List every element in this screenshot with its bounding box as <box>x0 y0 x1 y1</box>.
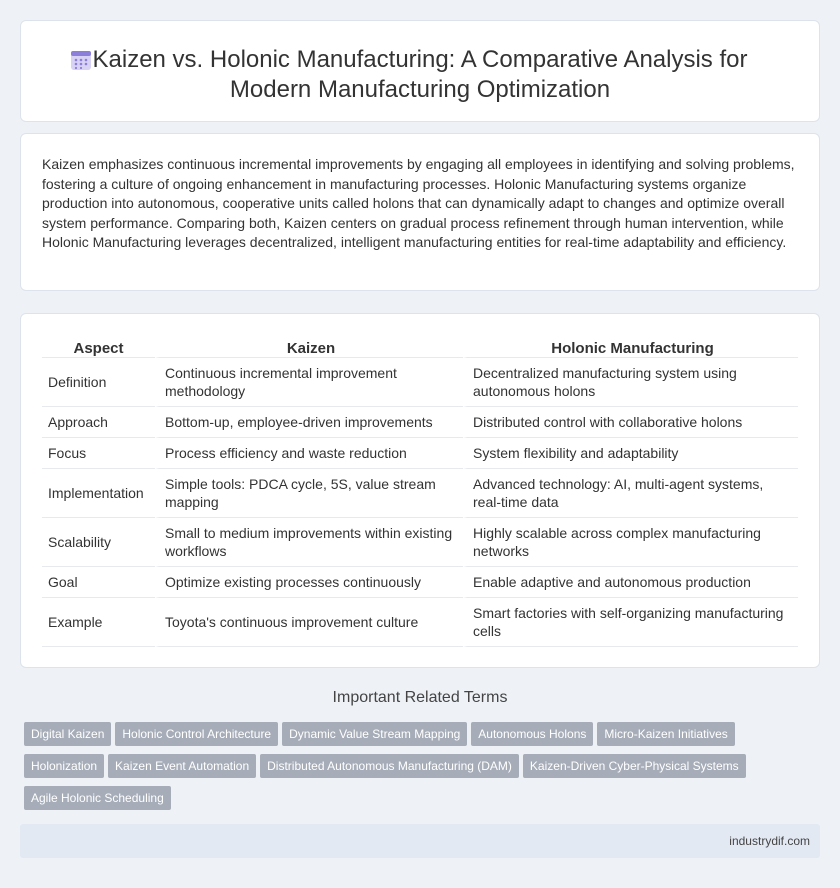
calendar-grid-icon <box>70 49 92 71</box>
related-terms-heading: Important Related Terms <box>332 689 508 706</box>
cell-aspect: Goal <box>42 567 155 598</box>
title-wrap <box>21 45 819 105</box>
cell-kaizen: Continuous incremental improvement methodology <box>155 358 463 407</box>
table-row <box>42 407 798 438</box>
related-term-tag[interactable]: Micro-Kaizen Initiatives <box>597 722 734 746</box>
cell-holonic: Distributed control with collaborative holons <box>463 407 798 438</box>
header-kaizen: Kaizen <box>155 334 463 358</box>
cell-holonic: Smart factories with self-organizing manufacturing cells <box>463 598 798 647</box>
table-row <box>42 518 798 567</box>
cell-aspect: Example <box>42 598 155 647</box>
table-row <box>42 469 798 518</box>
footer-site-link[interactable]: industrydif.com <box>729 834 810 848</box>
title-card <box>20 20 820 122</box>
table-row <box>42 567 798 598</box>
related-term-tag[interactable]: Holonic Control Architecture <box>115 722 278 746</box>
related-term-tag[interactable]: Kaizen-Driven Cyber-Physical Systems <box>523 754 746 778</box>
cell-holonic: Decentralized manufacturing system using autonomous holons <box>463 358 798 407</box>
comparison-card <box>20 313 820 668</box>
cell-holonic: System flexibility and adaptability <box>463 438 798 469</box>
cell-kaizen: Small to medium improvements within existing workflows <box>155 518 463 567</box>
related-term-tag[interactable]: Holonization <box>24 754 104 778</box>
table-row <box>42 598 798 647</box>
related-term-tag[interactable]: Distributed Autonomous Manufacturing (DAM) <box>260 754 519 778</box>
related-term-tag[interactable]: Agile Holonic Scheduling <box>24 786 171 810</box>
comparison-table <box>42 334 798 647</box>
cell-aspect: Focus <box>42 438 155 469</box>
table-row <box>42 438 798 469</box>
table-row <box>42 358 798 407</box>
header-aspect: Aspect <box>42 334 155 358</box>
cell-kaizen: Optimize existing processes continuously <box>155 567 463 598</box>
cell-aspect: Approach <box>42 407 155 438</box>
cell-kaizen: Bottom-up, employee-driven improvements <box>155 407 463 438</box>
header-holonic: Holonic Manufacturing <box>463 334 798 358</box>
related-term-tag[interactable]: Kaizen Event Automation <box>108 754 256 778</box>
related-terms-list <box>24 722 804 818</box>
page-title: Kaizen vs. Holonic Manufacturing: A Comparative Analysis for Modern Manufacturing Optimization <box>92 46 748 103</box>
cell-aspect: Scalability <box>42 518 155 567</box>
cell-aspect: Definition <box>42 358 155 407</box>
cell-holonic: Enable adaptive and autonomous production <box>463 567 798 598</box>
related-term-tag[interactable]: Digital Kaizen <box>24 722 111 746</box>
cell-aspect: Implementation <box>42 469 155 518</box>
footer <box>20 824 820 858</box>
cell-holonic: Highly scalable across complex manufacturing networks <box>463 518 798 567</box>
cell-holonic: Advanced technology: AI, multi-agent systems, real-time data <box>463 469 798 518</box>
cell-kaizen: Process efficiency and waste reduction <box>155 438 463 469</box>
cell-kaizen: Simple tools: PDCA cycle, 5S, value stream mapping <box>155 469 463 518</box>
cell-kaizen: Toyota's continuous improvement culture <box>155 598 463 647</box>
intro-card <box>20 133 820 291</box>
table-header-row <box>42 334 798 358</box>
related-term-tag[interactable]: Autonomous Holons <box>471 722 593 746</box>
intro-paragraph: Kaizen emphasizes continuous incremental improvements by engaging all employees in identifying and solving problems, fostering a culture of ongoing enhancement in manufacturing processes. Holonic Manufacturing systems organize production into autonomous, cooperative units called holons that can dynamically adapt to changes and optimize overall system performance. Comparing both, Kaizen centers on gradual process refinement through human intervention, while Holonic Manufacturing leverages decentralized, intelligent manufacturing entities for real-time adaptability and efficiency. <box>42 156 795 250</box>
related-term-tag[interactable]: Dynamic Value Stream Mapping <box>282 722 467 746</box>
